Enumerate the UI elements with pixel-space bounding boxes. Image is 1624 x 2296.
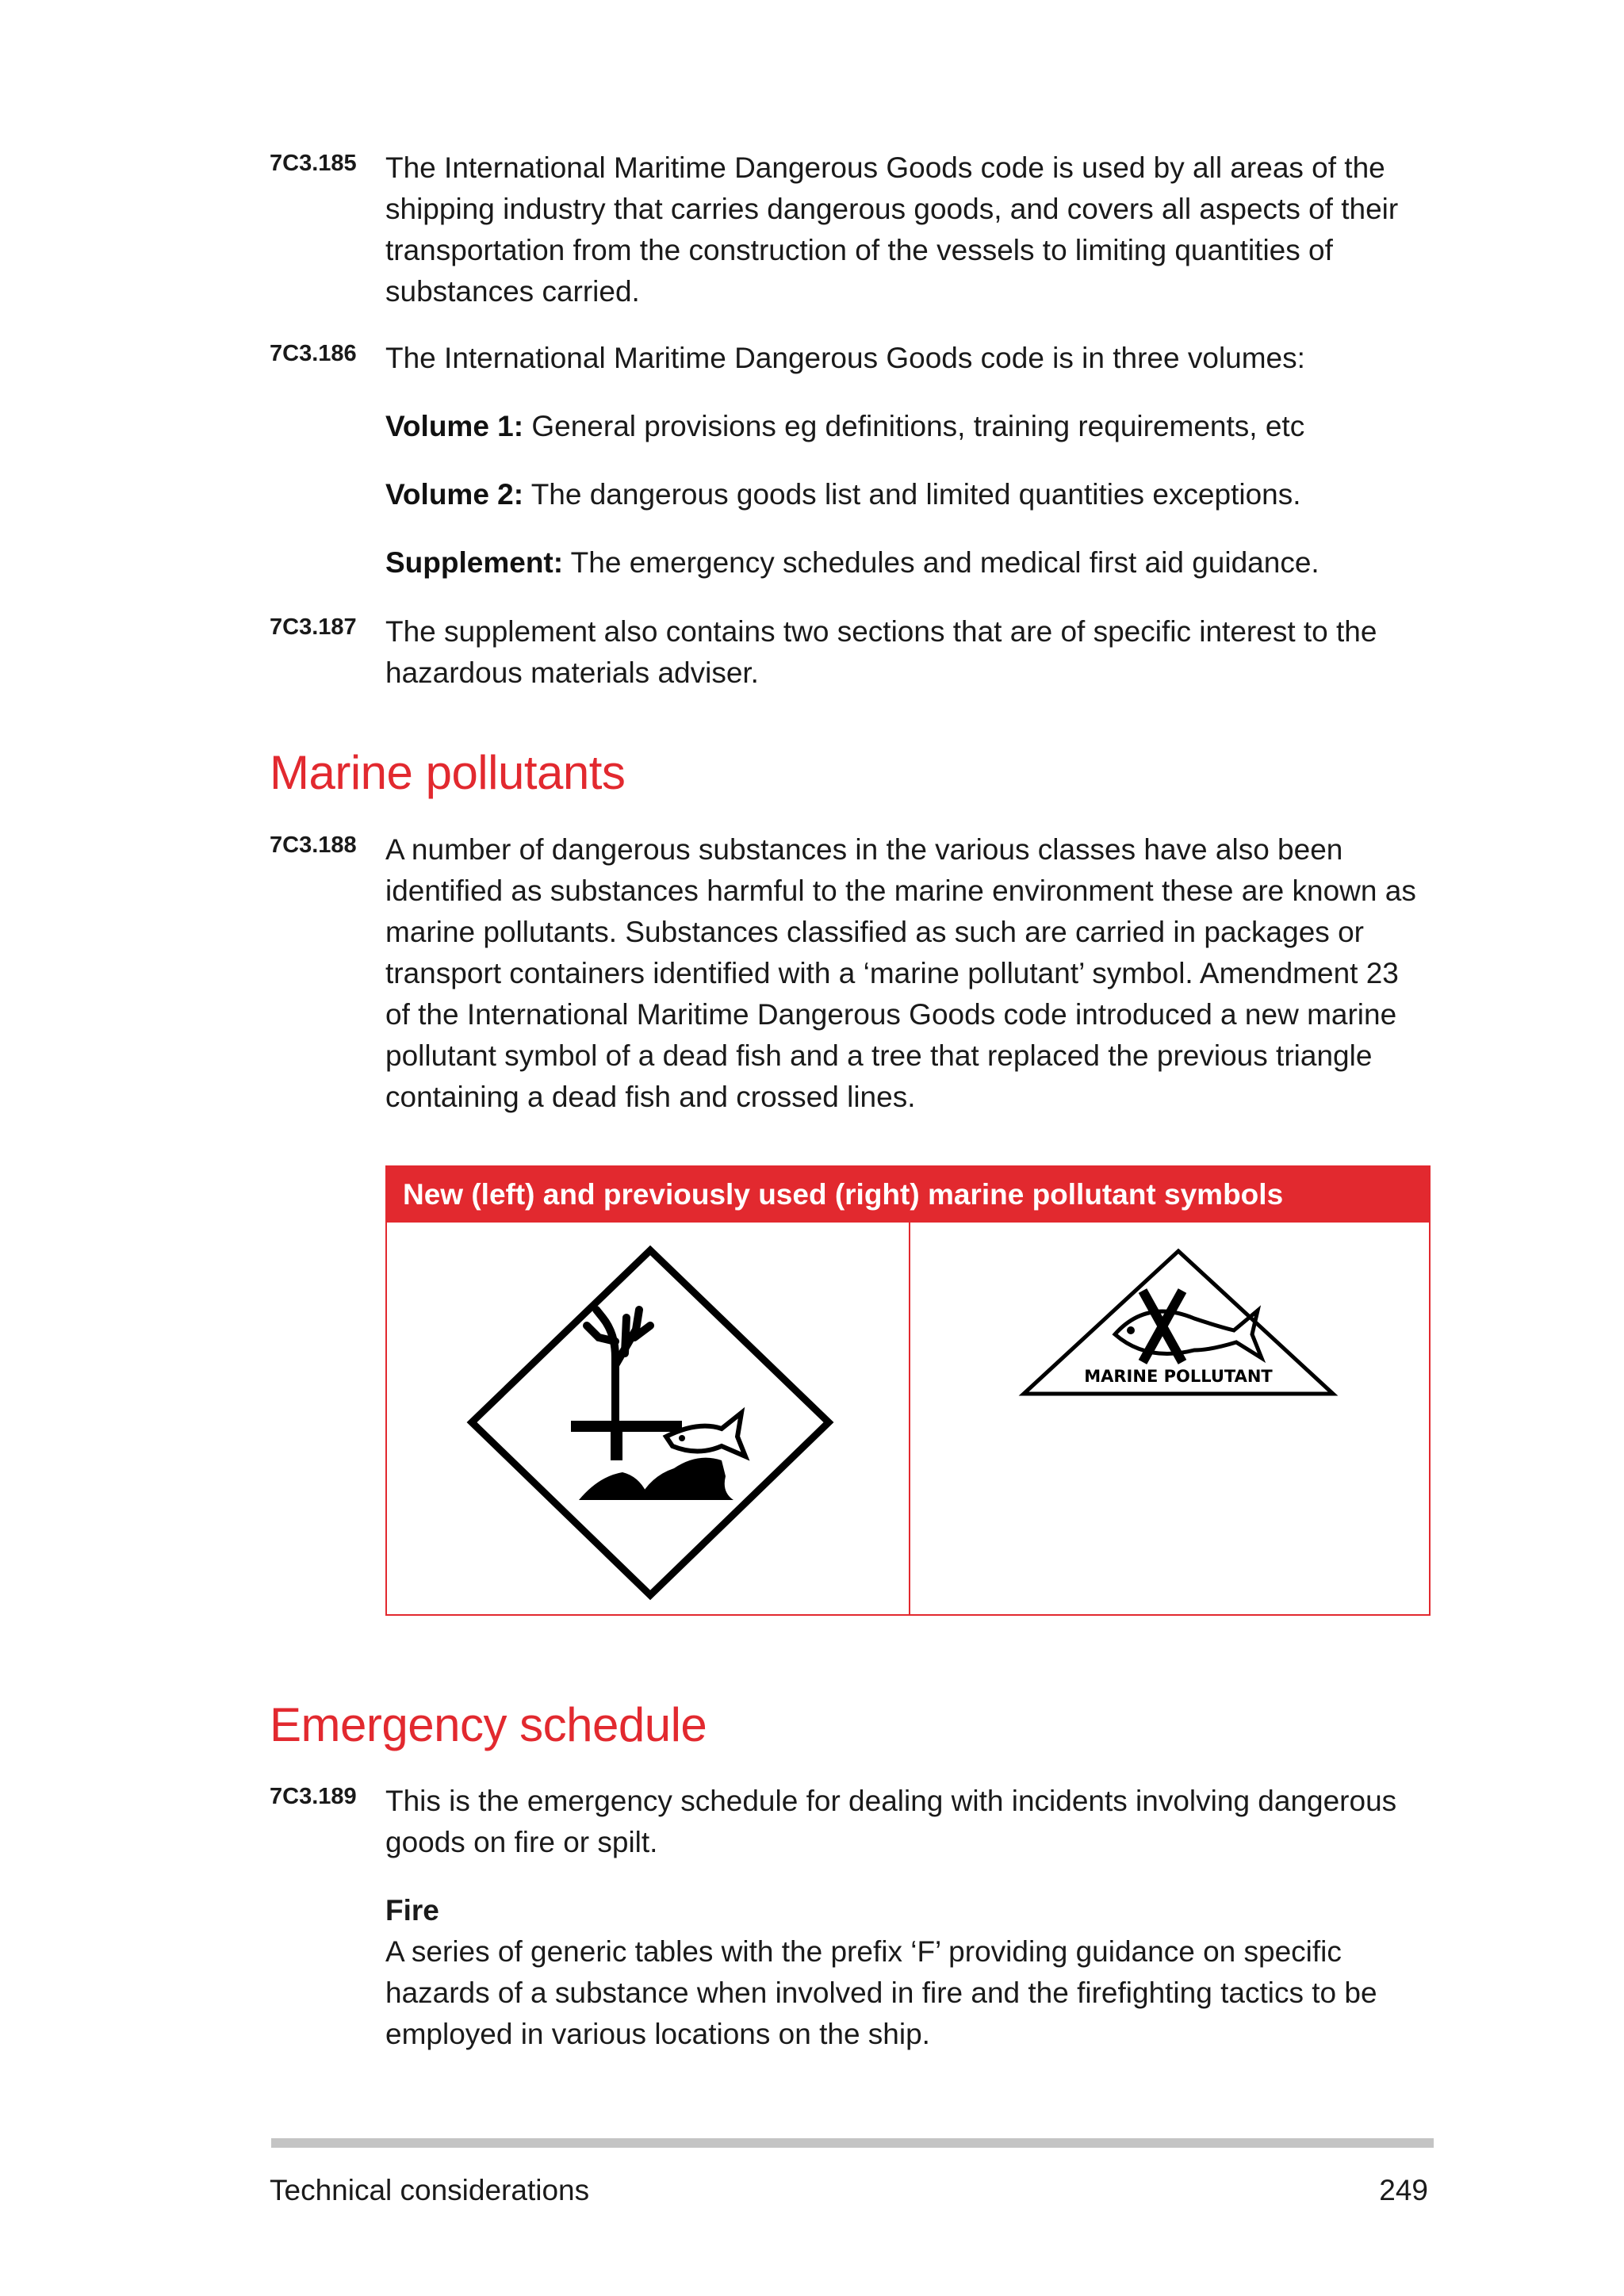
footer-rule <box>271 2138 1434 2148</box>
paragraph-7c3-187 <box>270 611 1427 694</box>
volume-1-label: Volume 1: <box>385 410 524 442</box>
paragraph-number: 7C3.187 <box>270 614 357 640</box>
paragraph-7c3-186 <box>270 338 1427 379</box>
volume-2-item <box>385 474 1432 515</box>
heading-emergency-schedule: Emergency schedule <box>270 1698 707 1751</box>
old-marine-pollutant-icon <box>1012 1243 1345 1418</box>
fire-text: A series of generic tables with the prefix ‘F’ providing guidance on specific hazards of a substance when involved in fire and the firefighting tactics to be employed in various locations on the ship. <box>385 1935 1377 2050</box>
figure-caption: New (left) and previously used (right) marine pollutant symbols <box>387 1167 1429 1223</box>
supplement-label: Supplement: <box>385 546 564 579</box>
volume-1-item <box>385 406 1432 447</box>
paragraph-7c3-189 <box>270 1781 1427 1863</box>
paragraph-text: The International Maritime Dangerous Goods code is used by all areas of the shipping industry that carries dangerous goods, and covers all aspects of their transportation from the construction of the vessels to limiting quantities of substances carried. <box>385 151 1399 308</box>
old-symbol-label: MARINE POLLUTANT <box>1084 1367 1273 1386</box>
paragraph-text: The supplement also contains two sections that are of specific interest to the hazardous materials adviser. <box>385 615 1377 689</box>
paragraph-text: This is the emergency schedule for dealing with incidents involving dangerous goods on fire or spilt. <box>385 1785 1397 1858</box>
volume-2-label: Volume 2: <box>385 478 524 511</box>
supplement-item <box>385 542 1432 584</box>
paragraph-text: A number of dangerous substances in the various classes have also been identified as substances harmful to the marine environment these are known as marine pollutants. Substances classified as such are carried in packages or transport containers identified with a ‘marine pollutant’ symbol. Amendment 23 of the International Maritime Dangerous Goods code introduced a new marine pollutant symbol of a dead fish and a tree that replaced the previous triangle containing a dead fish and crossed lines. <box>385 833 1416 1113</box>
paragraph-number: 7C3.185 <box>270 151 357 176</box>
marine-pollutant-figure <box>385 1165 1431 1616</box>
volume-1-text: General provisions eg definitions, training requirements, etc <box>523 410 1305 442</box>
new-marine-pollutant-icon <box>460 1238 841 1611</box>
page-number: 249 <box>1379 2174 1428 2206</box>
paragraph-text: The International Maritime Dangerous Goods code is in three volumes: <box>385 342 1305 374</box>
supplement-text: The emergency schedules and medical first aid guidance. <box>563 546 1320 579</box>
paragraph-7c3-185 <box>270 147 1427 312</box>
paragraph-number: 7C3.186 <box>270 341 357 366</box>
paragraph-number: 7C3.188 <box>270 832 357 858</box>
fire-section <box>385 1890 1432 2055</box>
old-symbol-cell <box>910 1223 1429 1614</box>
paragraph-7c3-188 <box>270 829 1427 1118</box>
volume-2-text: The dangerous goods list and limited quantities exceptions. <box>523 478 1301 511</box>
footer-section-title: Technical considerations <box>270 2174 590 2206</box>
fire-title: Fire <box>385 1894 439 1927</box>
figure-body <box>387 1223 1429 1614</box>
paragraph-number: 7C3.189 <box>270 1784 357 1809</box>
heading-marine-pollutants: Marine pollutants <box>270 746 626 799</box>
new-symbol-cell <box>387 1223 910 1614</box>
